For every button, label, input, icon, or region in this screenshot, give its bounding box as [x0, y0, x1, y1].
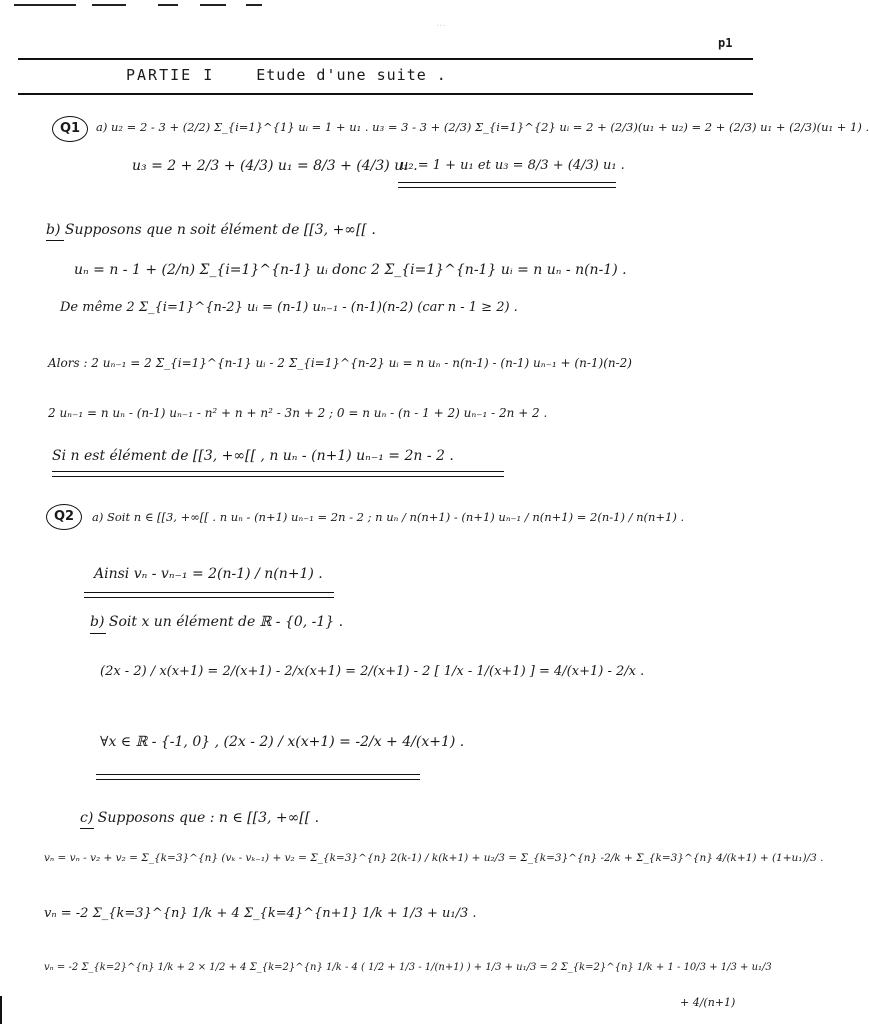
q2b-intro: b) Soit x un élément de ℝ - {0, -1} .	[90, 614, 344, 630]
part-title	[126, 66, 447, 84]
q2c-line-1: vₙ = vₙ - v₂ + v₂ = Σ_{k=3}^{n} (vₖ - vₖ₋₁) + v₂ = Σ_{k=3}^{n} 2(k-1) / k(k+1) + u₂/3 = Σ_{k=3}^{n} -2/k + Σ_{k=3}^{n} 4/(k+1) + (1+u₁)/3 .	[44, 852, 824, 864]
q1b-line-2: De même 2 Σ_{i=1}^{n-2} uᵢ = (n-1) uₙ₋₁ - (n-1)(n-2) (car n - 1 ≥ 2) .	[60, 300, 518, 315]
q2c-label-underline	[80, 828, 94, 829]
q2c-line-3: vₙ = -2 Σ_{k=2}^{n} 1/k + 2 × 1/2 + 4 Σ_{k=2}^{n} 1/k - 4 ( 1/2 + 1/3 - 1/(n+1) ) + 1/3 + u₁/3 = 2 Σ_{k=2}^{n} 1/k + 1 - 10/3 + 1/3 + u₁/3	[44, 962, 772, 973]
question-2-marker: Q2	[46, 504, 82, 530]
q2a-underline-1	[84, 592, 334, 593]
q2a-result: Ainsi vₙ - vₙ₋₁ = 2(n-1) / n(n+1) .	[94, 566, 323, 582]
q1b-underline-1	[52, 471, 504, 472]
q2b-label-underline	[90, 633, 106, 634]
q2b-underline-2	[96, 779, 420, 780]
q1b-line-3: Alors : 2 uₙ₋₁ = 2 Σ_{i=1}^{n-1} uᵢ - 2 Σ_{i=1}^{n-2} uᵢ = n uₙ - n(n-1) - (n-1) uₙ₋₁ + (n-1)(n-2)	[48, 356, 632, 370]
q1b-label-underline	[46, 240, 64, 241]
q2b-result: ∀x ∈ ℝ - {-1, 0} , (2x - 2) / x(x+1) = -2/x + 4/(x+1) .	[100, 734, 465, 750]
page-number: p1	[718, 36, 733, 50]
part-subject: Etude d'une suite .	[256, 66, 447, 84]
q2b-underline-1	[96, 774, 420, 775]
q2c-intro: c) Supposons que : n ∈ [[3, +∞[[ .	[80, 810, 320, 826]
q1b-line-1: uₙ = n - 1 + (2/n) Σ_{i=1}^{n-1} uᵢ donc 2 Σ_{i=1}^{n-1} uᵢ = n uₙ - n(n-1) .	[74, 262, 627, 278]
top-edge-marks	[0, 0, 768, 10]
q2c-line-4: + 4/(n+1)	[680, 996, 736, 1009]
header-rule-top	[18, 58, 753, 60]
q1b-result: Si n est élément de [[3, +∞[[ , n uₙ - (n+1) uₙ₋₁ = 2n - 2 .	[52, 448, 454, 464]
q1a-line-2: u₃ = 2 + 2/3 + (4/3) u₁ = 8/3 + (4/3) u₁ .	[132, 158, 418, 174]
header-rule-bottom	[18, 93, 753, 95]
faint-header-text: ...	[436, 18, 446, 29]
q2b-line-1: (2x - 2) / x(x+1) = 2/(x+1) - 2/x(x+1) = 2/(x+1) - 2 [ 1/x - 1/(x+1) ] = 4/(x+1) - 2/x .	[100, 664, 645, 679]
q2a-line-1: a) Soit n ∈ [[3, +∞[[ . n uₙ - (n+1) uₙ₋₁ = 2n - 2 ; n uₙ / n(n+1) - (n+1) uₙ₋₁ / n(n+1) = 2(n-1) / n(n+1) .	[92, 510, 685, 524]
q2a-underline-2	[84, 597, 334, 598]
q1b-intro: b) Supposons que n soit élément de [[3, +∞[[ .	[46, 222, 376, 238]
part-label: PARTIE I	[126, 66, 215, 84]
q1a-result: u₂ = 1 + u₁ et u₃ = 8/3 + (4/3) u₁ .	[400, 158, 625, 173]
q1a-underline-2	[398, 187, 616, 188]
q1a-underline-1	[398, 182, 616, 183]
q1a-line-1: a) u₂ = 2 - 3 + (2/2) Σ_{i=1}^{1} uᵢ = 1 + u₁ . u₃ = 3 - 3 + (2/3) Σ_{i=1}^{2} uᵢ = 2 + (2/3)(u₁ + u₂) = 2 + (2/3) u₁ + (2/3)(u₁ + 1) .	[96, 120, 869, 134]
q1b-line-4: 2 uₙ₋₁ = n uₙ - (n-1) uₙ₋₁ - n² + n + n² - 3n + 2 ; 0 = n uₙ - (n - 1 + 2) uₙ₋₁ - 2n + 2 .	[48, 406, 548, 420]
q2c-line-2: vₙ = -2 Σ_{k=3}^{n} 1/k + 4 Σ_{k=4}^{n+1} 1/k + 1/3 + u₁/3 .	[44, 906, 477, 921]
question-1-marker: Q1	[52, 116, 88, 142]
q1b-underline-2	[52, 476, 504, 477]
left-edge-mark	[0, 996, 2, 1024]
